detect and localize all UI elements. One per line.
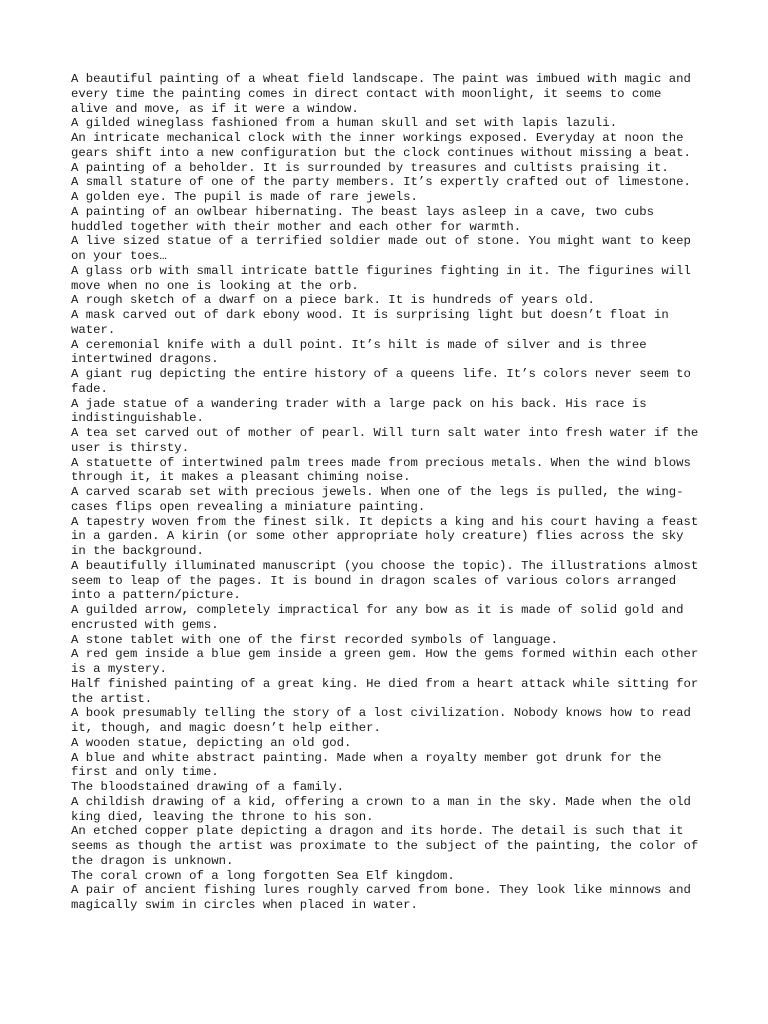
list-item: A golden eye. The pupil is made of rare jewels.	[71, 190, 418, 204]
list-item: A guilded arrow, completely impractical for any bow as it is made of solid gold and encrusted with gems.	[71, 603, 684, 632]
list-item: A painting of an owlbear hibernating. The beast lays asleep in a cave, two cubs huddled together with their mother and each other for warmth.	[71, 204, 654, 234]
list-item: A jade statue of a wandering trader with a large pack on his back. His race is indistinguishable.	[71, 396, 647, 426]
list-item: An etched copper plate depicting a dragon and its horde. The detail is such that it seems as though the artist was proximate to the subject of the painting, the color of the dragon is unknown.	[71, 824, 699, 868]
document-page	[71, 72, 701, 913]
list-item: A statuette of intertwined palm trees made from precious metals. When the wind blows through it, it makes a pleasant chiming noise.	[71, 455, 691, 485]
list-item: A gilded wineglass fashioned from a human skull and set with lapis lazuli.	[71, 116, 618, 131]
list-item: A blue and white abstract painting. Made when a royalty member got drunk for the first and only time.	[71, 750, 662, 780]
list-item: A childish drawing of a kid, offering a crown to a man in the sky. Made when the old king died, leaving the throne to his son.	[71, 794, 691, 824]
list-item: A beautifully illuminated manuscript (you choose the topic). The illustrations almost seem to leap of the pages. It is bound in dragon scales of various colors arranged into a pattern/picture.	[71, 558, 699, 603]
list-item: A small stature of one of the party members. It’s expertly crafted out of limestone.	[71, 175, 691, 190]
list-item: A book presumably telling the story of a lost civilization. Nobody knows how to read it, though, and magic doesn’t help either.	[71, 706, 691, 735]
list-item: A ceremonial knife with a dull point. It’s hilt is made of silver and is three intertwined dragons.	[71, 337, 647, 367]
list-item: The coral crown of a long forgotten Sea Elf kingdom.	[71, 868, 455, 883]
list-item: A mask carved out of dark ebony wood. It is surprising light but doesn’t float in water.	[71, 308, 669, 337]
list-item: A glass orb with small intricate battle figurines fighting in it. The figurines will move when no one is looking at the orb.	[71, 263, 691, 293]
list-item: A beautiful painting of a wheat field landscape. The paint was imbued with magic and every time the painting comes in direct contact with moonlight, it seems to come alive and move, as if it were a window.	[71, 72, 691, 116]
list-item: An intricate mechanical clock with the inner workings exposed. Everyday at noon the gears shift into a new configuration but the clock continues without missing a beat.	[71, 131, 691, 160]
list-item: A red gem inside a blue gem inside a green gem. How the gems formed within each other is a mystery.	[71, 647, 699, 676]
list-item: The bloodstained drawing of a family.	[71, 780, 345, 794]
list-item: A painting of a beholder. It is surrounded by treasures and cultists praising it.	[71, 160, 669, 175]
treasure-list	[71, 72, 701, 913]
list-item: A wooden statue, depicting an old god.	[71, 735, 352, 750]
list-item: A rough sketch of a dwarf on a piece bark. It is hundreds of years old.	[71, 293, 595, 308]
list-item: A pair of ancient fishing lures roughly carved from bone. They look like minnows and magically swim in circles when placed in water.	[71, 883, 691, 912]
list-item: A carved scarab set with precious jewels. When one of the legs is pulled, the wing-cases flips open revealing a miniature painting.	[71, 485, 684, 514]
list-item: Half finished painting of a great king. He died from a heart attack while sitting for the artist.	[71, 676, 699, 706]
list-item: A tea set carved out of mother of pearl. Will turn salt water into fresh water if the user is thirsty.	[71, 426, 699, 455]
list-item: A live sized statue of a terrified soldier made out of stone. You might want to keep on your toes…	[71, 234, 691, 263]
list-item: A stone tablet with one of the first recorded symbols of language.	[71, 632, 559, 647]
list-item: A tapestry woven from the finest silk. It depicts a king and his court having a feast in a garden. A kirin (or some other appropriate holy creature) flies across the sky in the background.	[71, 514, 699, 558]
list-item: A giant rug depicting the entire history of a queens life. It’s colors never seem to fade.	[71, 367, 691, 396]
